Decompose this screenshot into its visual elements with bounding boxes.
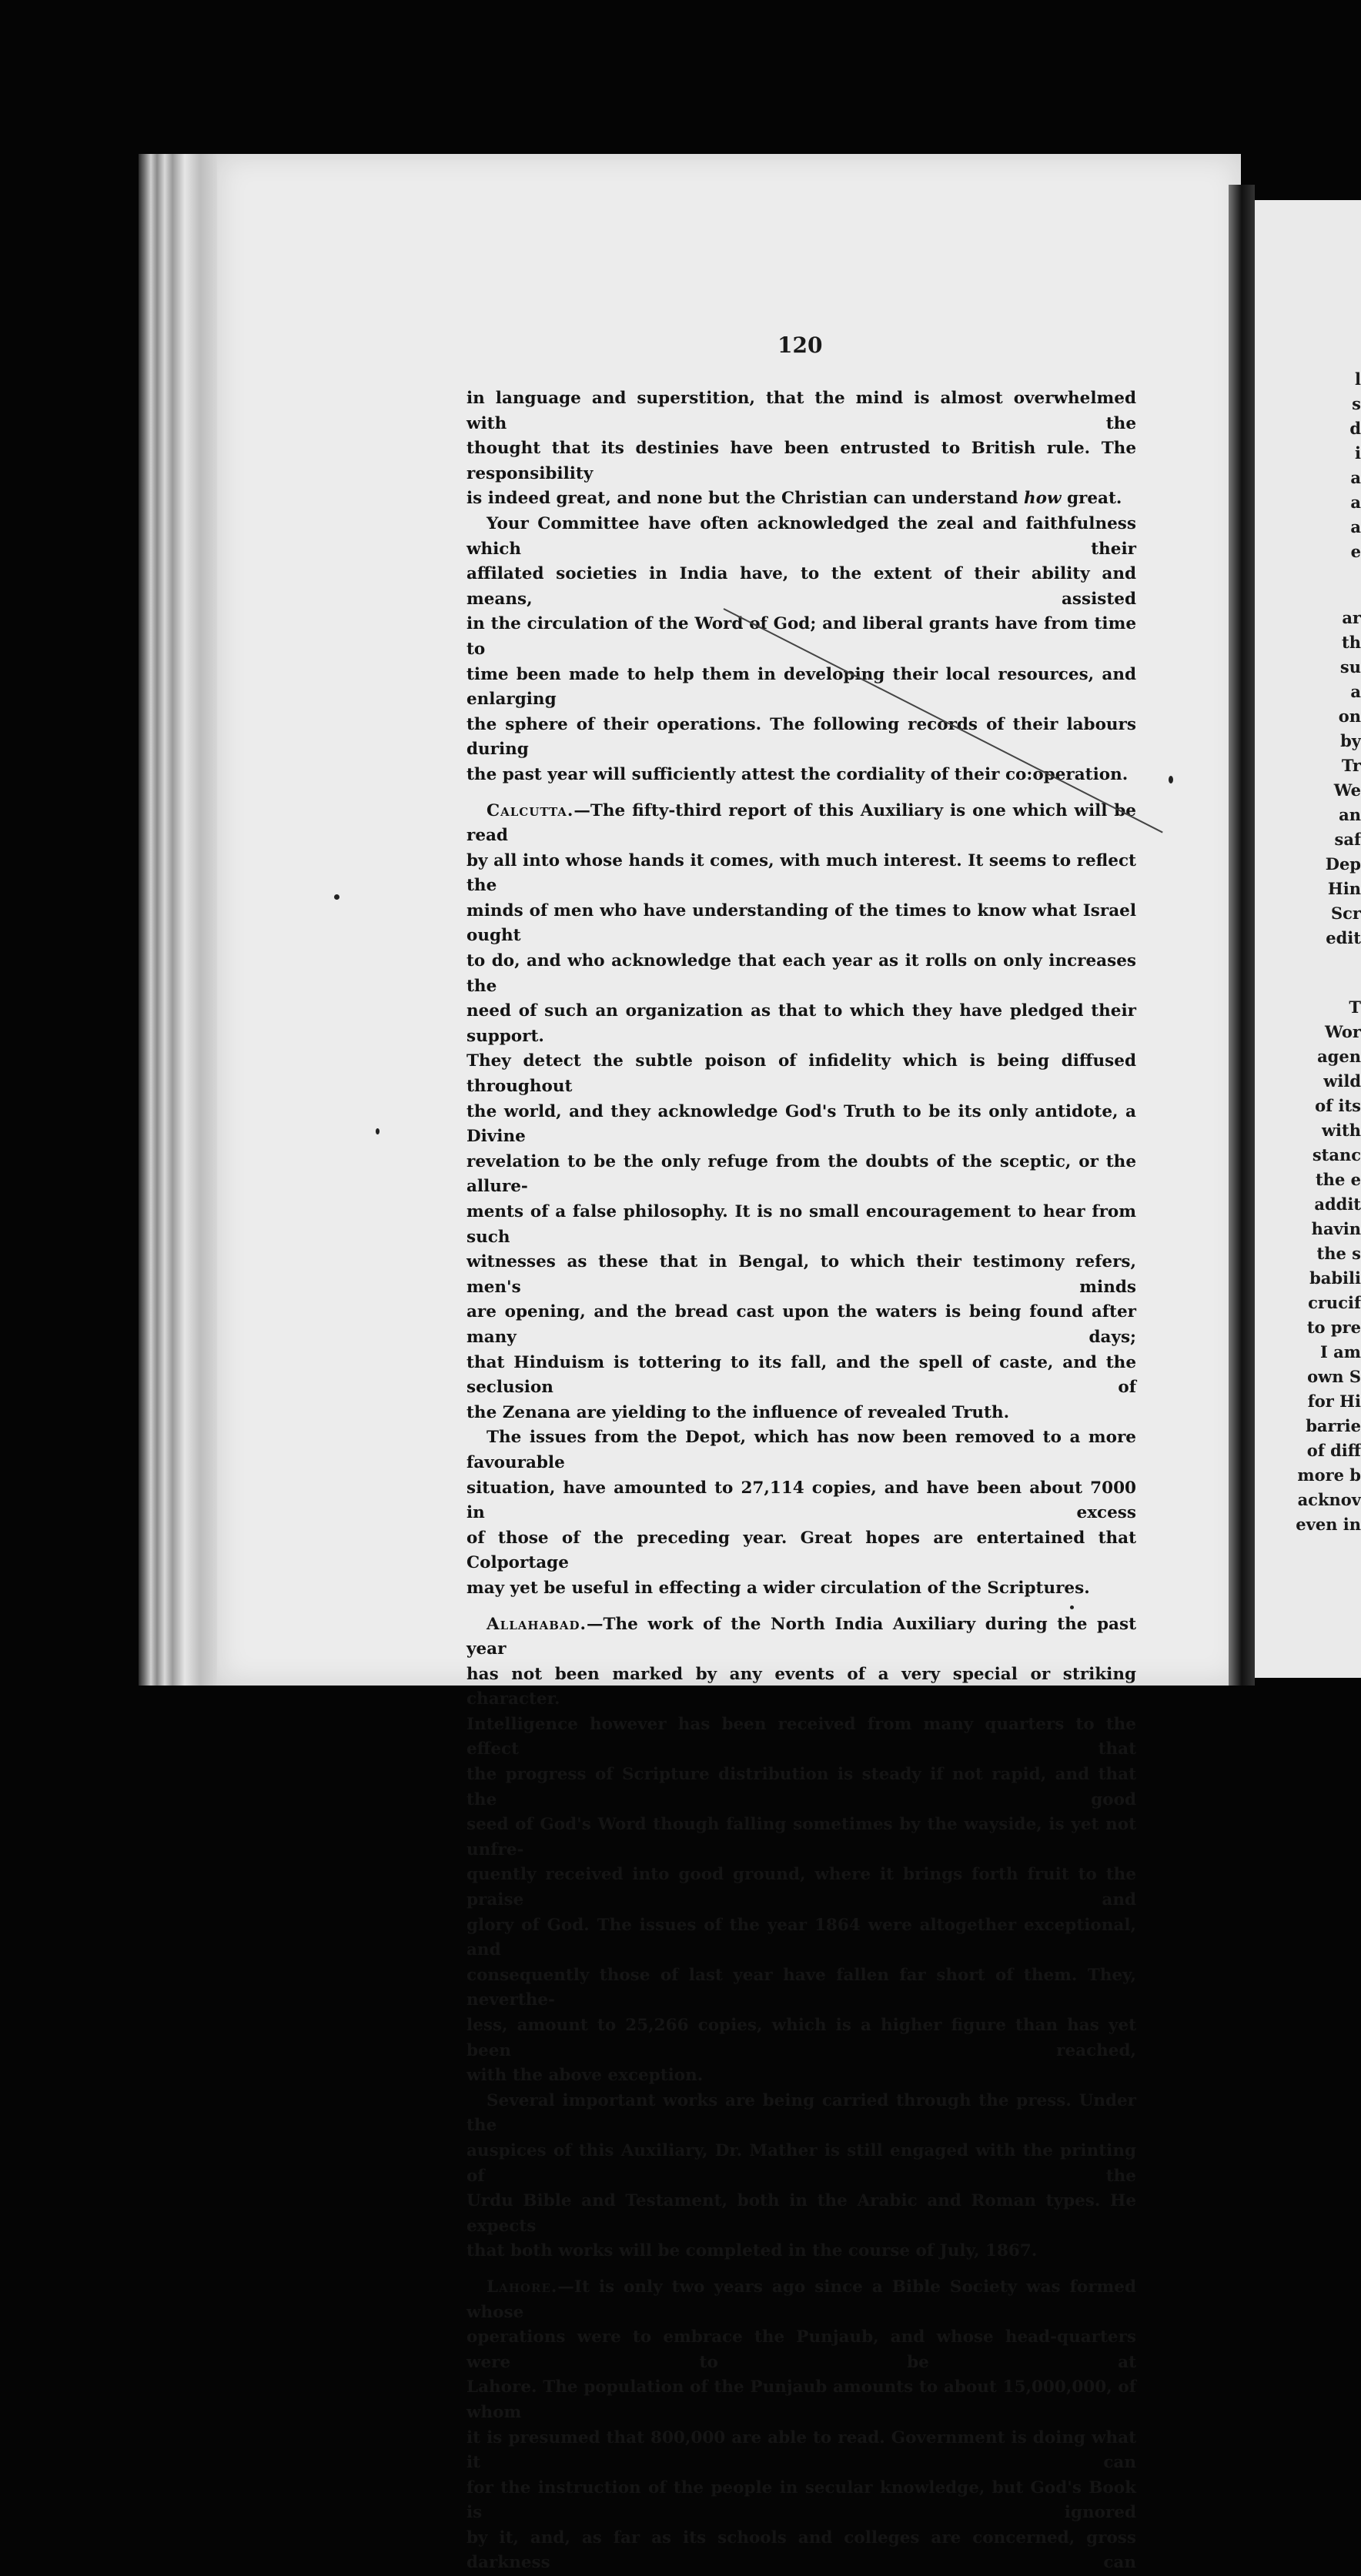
line: They detect the subtle poison of infidelity which is being diffused throughout (466, 1051, 1136, 1097)
line: Several important works are being carried through the press. Under the (466, 2090, 1136, 2136)
facing-page-fragment: T (1349, 997, 1361, 1017)
ink-speck (334, 894, 339, 900)
paragraph-lahore (466, 2275, 1136, 2576)
line: need of such an organization as that to which they have pledged their support. (466, 1001, 1136, 1046)
facing-page-fragment: d (1349, 419, 1361, 438)
line: time been made to help them in developing their local resources, and enlarging (466, 664, 1136, 710)
section-heading-calcutta: Calcutta. (487, 800, 574, 820)
facing-page-fragment: edit (1326, 928, 1361, 947)
line: by all into whose hands it comes, with much interest. It seems to reflect the (466, 850, 1136, 896)
facing-page-fragment: I am (1320, 1342, 1361, 1362)
line: quently received into good ground, where it brings forth fruit to the praise and (466, 1865, 1136, 1910)
facing-page-fragment: own S (1307, 1367, 1361, 1386)
facing-page-fragment: acknov (1297, 1490, 1361, 1509)
facing-page-fragment: of diff (1306, 1441, 1361, 1460)
ink-speck (1169, 776, 1173, 783)
line: affilated societies in India have, to the extent of their ability and means, assisted (466, 564, 1136, 609)
line: seed of God's Word though falling sometimes by the wayside, is yet not unfre- (466, 1815, 1136, 1859)
line: are opening, and the bread cast upon the waters is being found after many days; (466, 1302, 1136, 1347)
facing-page-fragment: l (1355, 369, 1361, 389)
section-heading-allahabad: Allahabad. (487, 1614, 587, 1634)
facing-page-fragment: su (1339, 657, 1361, 677)
facing-page-fragment: th (1342, 633, 1361, 652)
line: it is presumed that 800,000 are able to read. Government is doing what it can (466, 2427, 1136, 2473)
facing-page-fragment: with (1321, 1121, 1361, 1140)
line: Lahore. The population of the Punjaub amounts to about 15,000,000, of whom (466, 2377, 1136, 2422)
line: to do, and who acknowledge that each year as it rolls on only increases the (466, 951, 1136, 996)
facing-page-fragment: addit (1314, 1194, 1361, 1214)
line: in the circulation of the Word of God; and liberal grants have from time to (466, 614, 1136, 659)
facing-page-fragment: Hin (1327, 879, 1361, 898)
facing-page-fragment: wild (1323, 1071, 1361, 1091)
page-number: 120 (777, 332, 823, 358)
line: may yet be useful in effecting a wider circulation of the Scriptures. (466, 1578, 1090, 1598)
line: less, amount to 25,266 copies, which is a higher figure than has yet been reached, (466, 2016, 1136, 2060)
facing-page-fragment: Wor (1325, 1022, 1361, 1041)
facing-page-fragment: crucif (1308, 1293, 1361, 1312)
paragraph-depot (466, 1425, 1136, 1601)
line: revelation to be the only refuge from the doubts of the sceptic, or the allure- (466, 1151, 1136, 1197)
line: Lahore.—It is only two years ago since a Bible Society was formed whose (466, 2277, 1136, 2322)
line: for the instruction of the people in secular knowledge, but God's Book is ignored (466, 2477, 1136, 2523)
facing-page-fragment: barrie (1306, 1416, 1361, 1435)
line: that Hinduism is tottering to its fall, and the spell of caste, and the seclusion of (466, 1352, 1136, 1398)
line: the sphere of their operations. The following records of their labours during (466, 714, 1136, 760)
line: in language and superstition, that the mind is almost overwhelmed with the (466, 389, 1136, 433)
book-gutter (1229, 185, 1255, 1686)
facing-page-fragment: the e (1315, 1170, 1361, 1189)
line: the progress of Scripture distribution is steady if not rapid, and that the good (466, 1765, 1136, 1809)
line: witnesses as these that in Bengal, to which their testimony refers, men's minds (466, 1252, 1136, 1297)
line: ments of a false philosophy. It is no small encouragement to hear from such (466, 1202, 1136, 1247)
facing-page-fragment: agen (1317, 1047, 1361, 1066)
section-heading-lahore: Lahore. (487, 2277, 558, 2297)
facing-page-fragment: of its (1315, 1096, 1361, 1115)
facing-page-fragment: e (1350, 542, 1361, 561)
line: Allahabad.—The work of the North India Auxiliary during the past year (466, 1614, 1136, 1659)
facing-page-fragment: an (1339, 805, 1361, 824)
line: consequently those of last year have fallen far short of them. They, neverthe- (466, 1965, 1136, 2010)
paragraph-calcutta (466, 799, 1136, 1426)
facing-page-fragment: the s (1316, 1244, 1361, 1263)
facing-page-fragment: for Hi (1307, 1392, 1361, 1411)
line: Urdu Bible and Testament, both in the Arabic and Roman types. He expects (466, 2191, 1136, 2236)
facing-page-fragment: babili (1309, 1268, 1361, 1288)
line: of those of the preceding year. Great hopes are entertained that Colportage (466, 1528, 1136, 1573)
line: has not been marked by any events of a very special or striking character. (466, 1664, 1136, 1709)
page-text (466, 386, 1136, 2576)
facing-page-fragment: even in (1296, 1515, 1361, 1534)
facing-page-fragment: a (1350, 493, 1361, 512)
line: with the above exception. (466, 2066, 704, 2086)
facing-page-fragment: Dep (1325, 854, 1361, 874)
facing-page-fragment: more b (1297, 1465, 1361, 1485)
line: operations were to embrace the Punjaub, and whose head-quarters were to be at (466, 2327, 1136, 2372)
paragraph-committee (466, 512, 1136, 788)
line: the Zenana are yielding to the influence of revealed Truth. (466, 1402, 1010, 1422)
facing-page-fragment: s (1352, 394, 1361, 413)
facing-page-fragment: ar (1342, 608, 1361, 627)
facing-page-fragment: stanc (1312, 1145, 1361, 1164)
facing-page-fragment: to pre (1306, 1318, 1361, 1337)
line: the world, and they acknowledge God's Truth to be its only antidote, a Divine (466, 1101, 1136, 1147)
facing-page-fragment: We (1333, 780, 1361, 800)
ink-speck (1070, 1605, 1074, 1609)
line: by it, and, as far as its schools and colleges are concerned, gross darkness can (466, 2528, 1136, 2573)
paragraph-allahabad (466, 1612, 1136, 2089)
facing-page-fragment: on (1338, 707, 1361, 726)
line: that both works will be completed in the course of July, 1867. (466, 2241, 1038, 2261)
line: auspices of this Auxiliary, Dr. Mather is still engaged with the printing of the (466, 2140, 1136, 2186)
line: Intelligence however has been received from many quarters to the effect that (466, 1714, 1136, 1759)
ink-speck (376, 1128, 380, 1134)
line: glory of God. The issues of the year 1864 were altogether exceptional, and (466, 1915, 1136, 1960)
line: Calcutta.—The fifty-third report of this Auxiliary is one which will be read (466, 800, 1136, 846)
facing-page (1255, 200, 1361, 1678)
line: Your Committee have often acknowledged the zeal and faithfulness which their (466, 513, 1136, 559)
facing-page-fragment: havin (1311, 1219, 1361, 1238)
facing-page-fragment: Scr (1330, 904, 1361, 923)
facing-page-fragment: by (1340, 731, 1361, 750)
facing-page-fragment: a (1350, 682, 1361, 701)
facing-page-fragment: a (1350, 517, 1361, 536)
line: thought that its destinies have been entrusted to British rule. The responsibility (466, 439, 1136, 483)
line: situation, have amounted to 27,114 copies, and have been about 7000 in excess (466, 1478, 1136, 1523)
paragraph-press-works (466, 2089, 1136, 2264)
line: the past year will sufficiently attest the cordiality of their co:operation. (466, 764, 1129, 784)
line: minds of men who have understanding of the times to know what Israel ought (466, 900, 1136, 946)
facing-page-fragment: Tr (1341, 756, 1361, 775)
line: The issues from the Depot, which has now been removed to a more favourable (466, 1428, 1136, 1472)
facing-page-fragment: a (1350, 468, 1361, 487)
line: is indeed great, and none but the Christian can understand how great. (466, 489, 1122, 509)
facing-page-fragment: saf (1334, 830, 1361, 849)
facing-page-fragment: i (1355, 443, 1361, 463)
